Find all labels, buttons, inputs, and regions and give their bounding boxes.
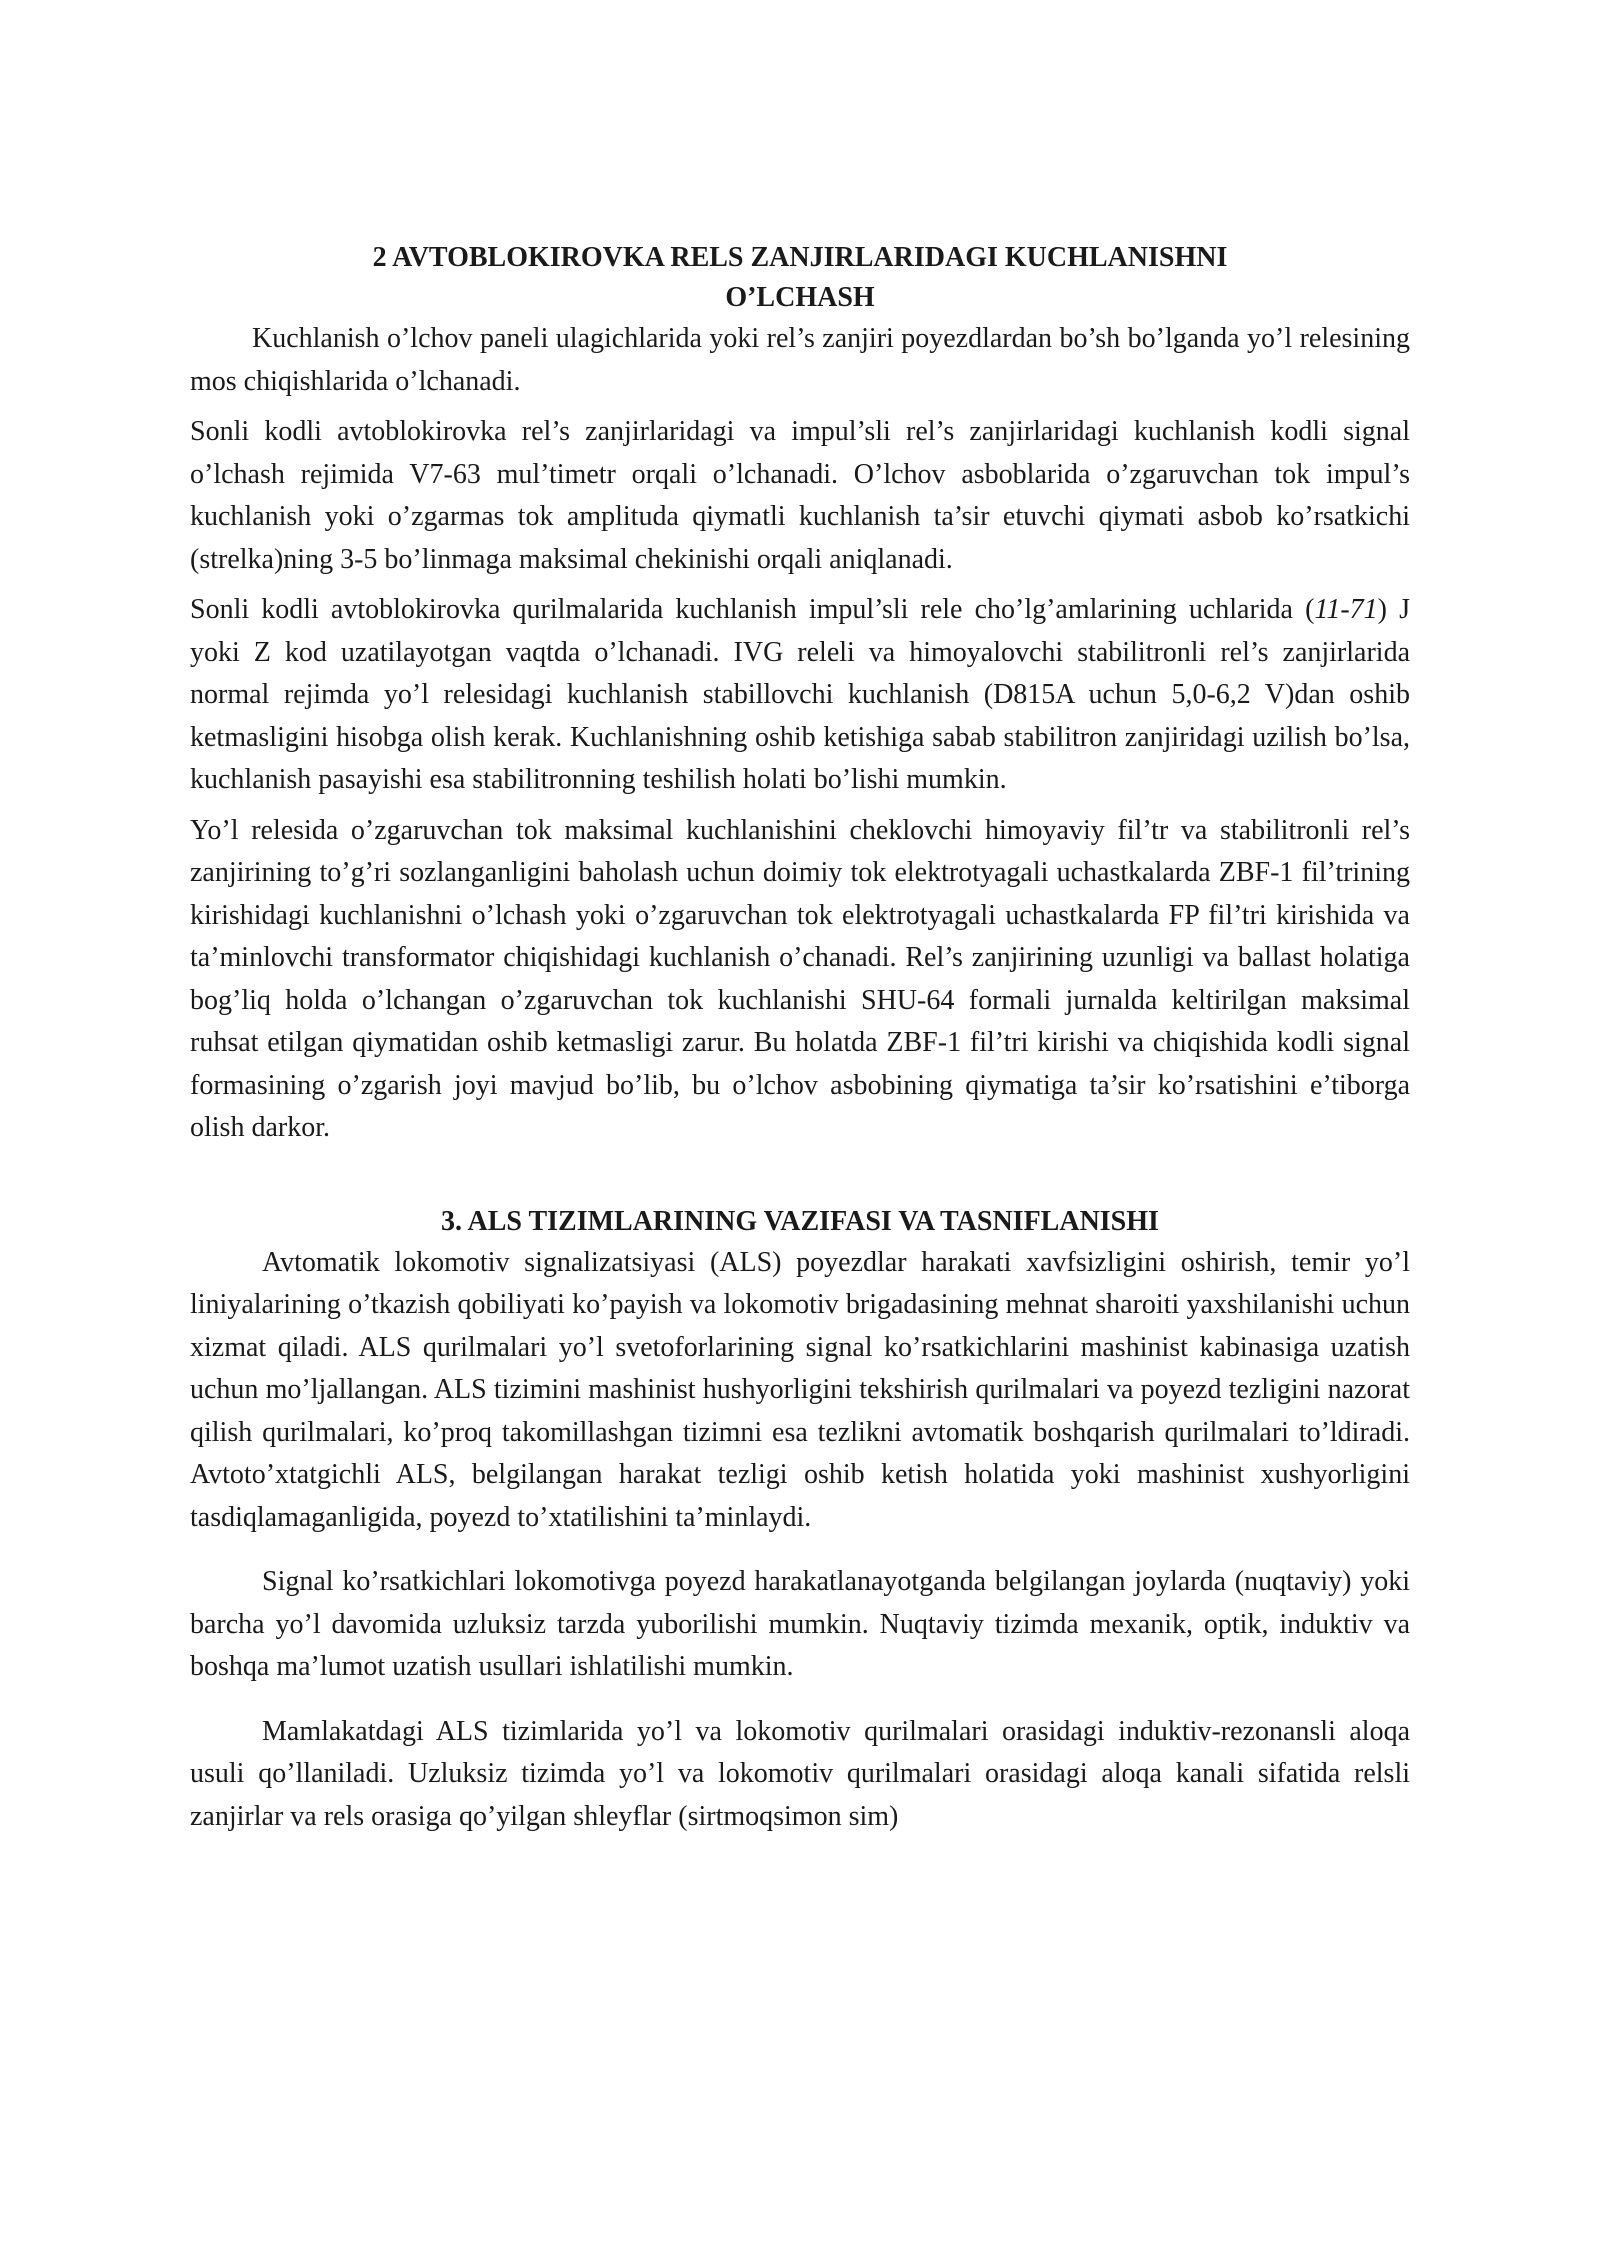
section-2-paragraph-1: Kuchlanish o’lchov paneli ulagichlarida yoki rel’s zanjiri poyezdlardan bo’sh bo’lganda yo’l relesining mos chiqishlarida o’lchanadi. (190, 323, 1410, 397)
section-2-paragraph-4: Yo’l relesida o’zgaruvchan tok maksimal kuchlanishini cheklovchi himoyaviy fil’tr va stabilitronli rel’s zanjirining to’g’ri sozlanganligini baholash uchun doimiy tok elektrotyagali uchastkalarda ZBF-1 fil’trining kirishidagi kuchlanishni o’lchash yoki o’zgaruvchan tok elektrotyagali uchastkalarda FP fil’tri kirishida va ta’minlovchi transformator chiqishidagi kuchlanish o’chanadi. Rel’s zanjirining uzunligi va ballast holatiga bog’liq holda o’lchangan o’zgaruvchan tok kuchlanishi SHU-64 formali jurnalda keltirilgan maksimal ruhsat etilgan qiymatidan oshib ketmasligi zarur. Bu holatda ZBF-1 fil’tri kirishi va chiqishida kodli signal formasining o’zgarish joyi mavjud bo’lib, bu o’lchov asbobining qiymatiga ta’sir ko’rsatishini e’tiborga olish darkor. (190, 814, 1410, 1143)
paragraph-3-text-start: Sonli kodli avtoblokirovka qurilmalarida kuchlanish impul’sli rele cho’lg’amlarining uchlarida ( (190, 594, 1315, 625)
reference-citation: 11-71 (1314, 594, 1378, 625)
section-2-heading-line-2: O’LCHASH (725, 282, 875, 313)
section-2-heading (190, 238, 1410, 318)
section-2-paragraph-3 (190, 589, 1410, 802)
paragraph-3-text-end: ) J yoki Z kod uzatilayotgan vaqtda o’lchanadi. IVG releli va himoyalovchi stabilitronli rel’s zanjirlarida normal rejimda yo’l relesidagi kuchlanish stabillovchi kuchlanish (D815A uchun 5,0-6,2 V)dan oshib ketmasligini hisobga olish kerak. Kuchlanishning oshib ketishiga sabab stabilitron zanjiridagi uzilish bo’lsa, kuchlanish pasayishi esa stabilitronning teshilish holati bo’lishi mumkin. (190, 594, 1410, 795)
section-2-heading-line-1: 2 AVTOBLOKIROVKA RELS ZANJIRLARIDAGI KUCHLANISHNI (372, 242, 1228, 273)
section-3-paragraph-3: Mamlakatdagi ALS tizimlarida yo’l va lokomotiv qurilmalari orasidagi induktiv-rezonansli aloqa usuli qo’llaniladi. Uzluksiz tizimda yo’l va lokomotiv qurilmalari orasidagi aloqa kanali sifatida relsli zanjirlar va rels orasiga qo’yilgan shleyflar (sirtmoqsimon sim) (190, 1715, 1410, 1832)
section-3-paragraph-1: Avtomatik lokomotiv signalizatsiyasi (ALS) poyezdlar harakati xavfsizligini oshirish, temir yo’l liniyalarining o’tkazish qobiliyati ko’payish va lokomotiv brigadasining mehnat sharoiti yaxshilanishi uchun xizmat qiladi. ALS qurilmalari yo’l svetoforlarining signal ko’rsatkichlarini mashinist kabinasiga uzatish uchun mo’ljallangan. ALS tizimini mashinist hushyorligini tekshirish qurilmalari va poyezd tezligini nazorat qilish qurilmalari, ko’proq takomillashgan tizimni esa tezlikni avtomatik boshqarish qurilmalari to’ldiradi. Avtoto’xtatgichli ALS, belgilangan harakat tezligi oshib ketish holatida yoki mashinist xushyorligini tasdiqlamaganligida, poyezd to’xtatilishini ta’minlaydi. (190, 1246, 1410, 1533)
section-3-paragraph-2: Signal ko’rsatkichlari lokomotivga poyezd harakatlanayotganda belgilangan joylarda (nuqtaviy) yoki barcha yo’l davomida uzluksiz tarzda yuborilishi mumkin. Nuqtaviy tizimda mexanik, optik, induktiv va boshqa ma’lumot uzatish usullari ishlatilishi mumkin. (190, 1566, 1410, 1682)
section-2-paragraph-2: Sonli kodli avtoblokirovka rel’s zanjirlaridagi va impul’sli rel’s zanjirlaridagi kuchlanish kodli signal o’lchash rejimida V7-63 mul’timetr orqali o’lchanadi. O’lchov asboblarida o’zgaruvchan tok impul’s kuchlanish yoki o’zgarmas tok amplituda qiymatli kuchlanish ta’sir etuvchi qiymati asbob ko’rsatkichi (strelka)ning 3-5 bo’linmaga maksimal chekinishi orqali aniqlanadi. (190, 416, 1410, 575)
document-page (190, 238, 1410, 1838)
section-3-heading: 3. ALS TIZIMLARINING VAZIFASI VA TASNIFLANISHI (441, 1205, 1159, 1237)
